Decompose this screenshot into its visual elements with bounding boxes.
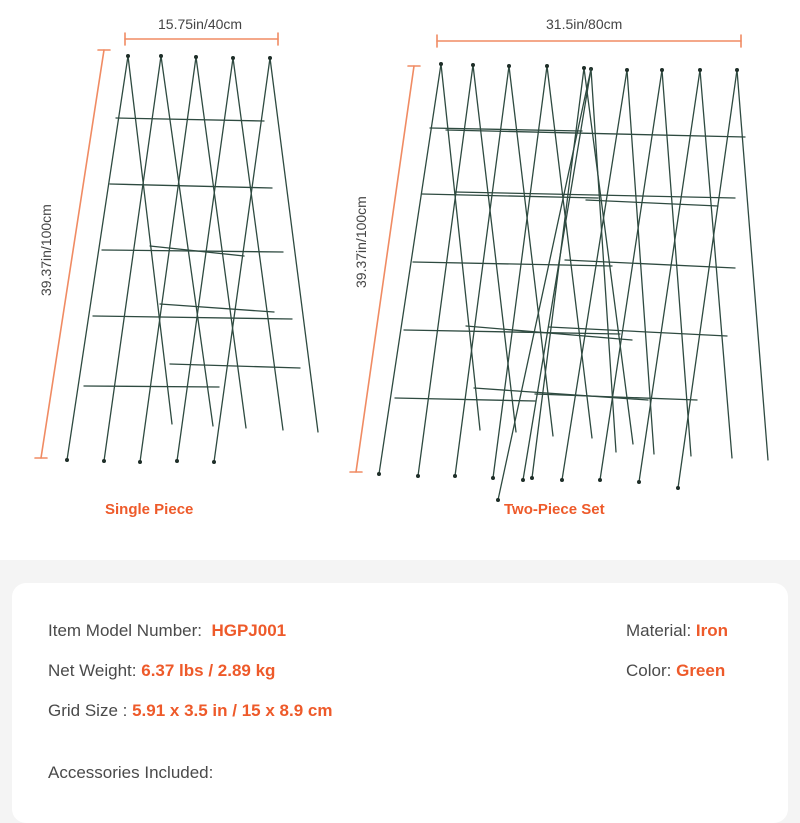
trellis-foot-cap bbox=[637, 480, 641, 484]
set-height-label: 39.37in/100cm bbox=[353, 196, 369, 288]
trellis-front-leg bbox=[418, 65, 473, 476]
trellis-foot-cap bbox=[676, 486, 680, 490]
trellis-back-leg bbox=[662, 70, 691, 456]
grid-size-value: 5.91 x 3.5 in / 15 x 8.9 cm bbox=[132, 701, 333, 720]
trellis-back-leg bbox=[161, 56, 213, 426]
grid-size-row bbox=[48, 701, 332, 721]
trellis-rung bbox=[160, 304, 274, 312]
grid-size-label: Grid Size : bbox=[48, 701, 128, 720]
net-weight-value: 6.37 lbs / 2.89 kg bbox=[141, 661, 276, 680]
trellis-foot-cap bbox=[453, 474, 457, 478]
trellis-foot-cap bbox=[65, 458, 69, 462]
trellis-top-cap bbox=[582, 66, 586, 70]
material-row bbox=[626, 621, 728, 641]
trellis-rung bbox=[84, 386, 219, 387]
trellis-top-cap bbox=[439, 62, 443, 66]
trellis-back-leg bbox=[627, 70, 654, 454]
trellis-top-cap bbox=[735, 68, 739, 72]
trellis-back-leg bbox=[509, 66, 553, 436]
trellis-foot-cap bbox=[560, 478, 564, 482]
trellis-back-leg bbox=[473, 65, 516, 432]
trellis-rung bbox=[110, 184, 272, 188]
single-trellis-drawing bbox=[65, 54, 318, 464]
trellis-foot-cap bbox=[377, 472, 381, 476]
trellis-front-leg bbox=[67, 56, 128, 460]
trellis-back-leg bbox=[196, 57, 246, 428]
model-number-row bbox=[48, 621, 286, 641]
trellis-front-leg bbox=[532, 68, 584, 478]
single-height-label: 39.37in/100cm bbox=[38, 204, 54, 296]
trellis-top-cap bbox=[625, 68, 629, 72]
single-width-label: 15.75in/40cm bbox=[158, 16, 243, 32]
trellis-foot-cap bbox=[102, 459, 106, 463]
two-piece-set-caption: Two-Piece Set bbox=[504, 501, 605, 518]
material-value: Iron bbox=[695, 621, 729, 640]
trellis-top-cap bbox=[126, 54, 130, 58]
two-piece-trellis-drawing bbox=[377, 62, 768, 502]
trellis-top-cap bbox=[507, 64, 511, 68]
trellis-top-cap bbox=[660, 68, 664, 72]
trellis-back-leg bbox=[700, 70, 732, 458]
net-weight-row bbox=[48, 661, 275, 681]
material-label: Material: bbox=[626, 621, 692, 640]
trellis-rung bbox=[466, 326, 632, 340]
trellis-foot-cap bbox=[530, 476, 534, 480]
trellis-top-cap bbox=[268, 56, 272, 60]
trellis-foot-cap bbox=[491, 476, 495, 480]
trellis-foot-cap bbox=[175, 459, 179, 463]
trellis-foot-cap bbox=[416, 474, 420, 478]
trellis-front-leg bbox=[140, 57, 196, 462]
trellis-rung bbox=[455, 192, 735, 198]
color-row bbox=[626, 661, 725, 681]
trellis-top-cap bbox=[159, 54, 163, 58]
accessories-row bbox=[48, 763, 213, 783]
color-label: Color: bbox=[626, 661, 672, 680]
trellis-back-leg bbox=[737, 70, 768, 460]
trellis-foot-cap bbox=[598, 478, 602, 482]
set-width-label: 31.5in/80cm bbox=[546, 16, 623, 32]
color-value: Green bbox=[676, 661, 726, 680]
trellis-front-leg bbox=[678, 70, 737, 488]
dimension-lines bbox=[35, 33, 741, 472]
trellis-top-cap bbox=[698, 68, 702, 72]
trellis-foot-cap bbox=[138, 460, 142, 464]
trellis-rung bbox=[93, 316, 292, 319]
model-number-label: Item Model Number: bbox=[48, 621, 202, 640]
trellis-top-cap bbox=[194, 55, 198, 59]
accessories-label: Accessories Included: bbox=[48, 763, 214, 782]
trellis-front-leg bbox=[177, 58, 233, 461]
trellis-back-leg bbox=[547, 66, 592, 438]
trellis-rung bbox=[413, 262, 612, 266]
trellis-front-leg bbox=[379, 64, 441, 474]
trellis-back-leg bbox=[441, 64, 480, 430]
trellis-rung bbox=[535, 394, 697, 400]
single-piece-caption: Single Piece bbox=[105, 501, 194, 518]
trellis-top-cap bbox=[471, 63, 475, 67]
trellis-front-leg bbox=[639, 70, 700, 482]
trellis-rung bbox=[474, 388, 648, 400]
trellis-top-cap bbox=[545, 64, 549, 68]
trellis-back-leg bbox=[591, 69, 616, 452]
model-number-value: HGPJ001 bbox=[211, 621, 287, 640]
trellis-foot-cap bbox=[496, 498, 500, 502]
trellis-foot-cap bbox=[521, 478, 525, 482]
trellis-back-leg bbox=[270, 58, 318, 432]
trellis-back-leg bbox=[584, 68, 633, 444]
trellis-back-leg bbox=[233, 58, 283, 430]
trellis-foot-cap bbox=[212, 460, 216, 464]
net-weight-label: Net Weight: bbox=[48, 661, 137, 680]
trellis-center-leg bbox=[498, 69, 591, 500]
trellis-top-cap bbox=[231, 56, 235, 60]
